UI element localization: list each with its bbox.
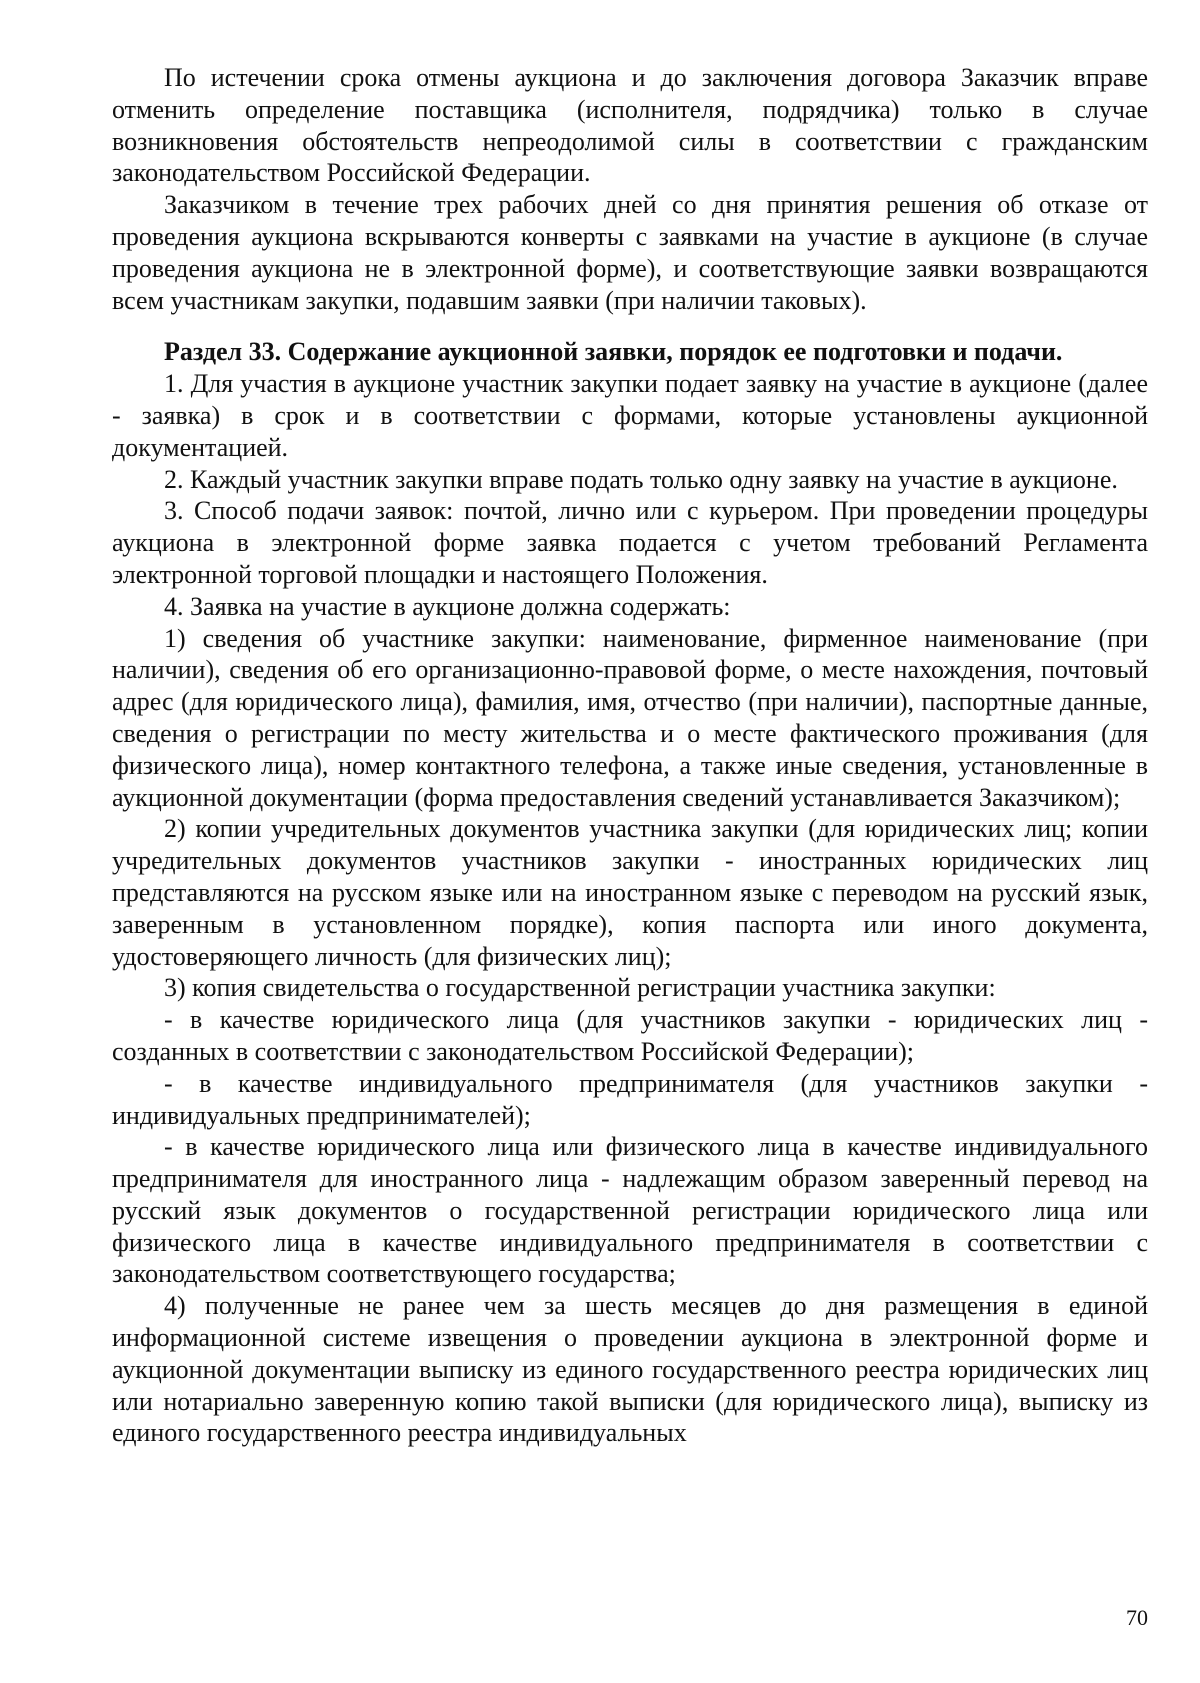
paragraph-subitem-4: 4) полученные не ранее чем за шесть месяцев до дня размещения в единой информационной системе извещения о проведении аукциона в электронной форме и аукционной документации выписку из единого государственного реестра юридических лиц или нотариально заверенную копию такой выписки (для юридического лица), выписку из единого государственного реестра индивидуальных <box>112 1291 1148 1448</box>
paragraph-cancel-after-term: По истечении срока отмены аукциона и до заключения договора Заказчик вправе отменить определение поставщика (исполнителя, подрядчика) только в случае возникновения обстоятельств непреодолимой силы в соответствии с гражданским законодательством Российской Федерации. <box>112 63 1148 188</box>
paragraph-item-4: 4. Заявка на участие в аукционе должна содержать: <box>164 591 731 621</box>
paragraph-subitem-3: 3) копия свидетельства о государственной регистрации участника закупки: <box>164 973 996 1003</box>
paragraph-subitem-2: 2) копии учредительных документов участника закупки (для юридических лиц; копии учредительных документов участников закупки - иностранных юридических лиц представляются на русском языке или на иностранном языке с переводом на русский язык, заверенным в установленном порядке), копия паспорта или иного документа, удостоверяющего личность (для физических лиц); <box>112 814 1148 971</box>
paragraph-item-3: 3. Способ подачи заявок: почтой, лично или с курьером. При проведении процедуры аукциона в электронной форме заявка подается с учетом требований Регламента электронной торговой площадки и настоящего Положения. <box>112 496 1148 589</box>
page-number: 70 <box>1126 1605 1148 1630</box>
paragraph-subitem-1: 1) сведения об участнике закупки: наименование, фирменное наименование (при наличии), сведения об его организационно-правовой форме, о месте нахождения, почтовый адрес (для юридического лица), фамилия, имя, отчество (при наличии), паспортные данные, сведения о регистрации по месту жительства и о месте фактического проживания (для физического лица), номер контактного телефона, а также иные сведения, установленные в аукционной документации (форма предоставления сведений устанавливается Заказчиком); <box>112 623 1148 812</box>
section-33-title: Раздел 33. Содержание аукционной заявки, порядок ее подготовки и подачи. <box>164 337 1063 367</box>
paragraph-bullet-legal-entity: - в качестве юридического лица (для участников закупки - юридических лиц - созданных в соответствии с законодательством Российской Федерации); <box>112 1005 1148 1066</box>
document-body <box>112 62 1148 1449</box>
paragraph-return-applications: Заказчиком в течение трех рабочих дней со дня принятия решения об отказе от проведения аукциона вскрываются конверты с заявками на участие в аукционе (в случае проведения аукциона не в электронной форме), и соответствующие заявки возвращаются всем участникам закупки, подавшим заявки (при наличии таковых). <box>112 190 1148 315</box>
paragraph-item-2: 2. Каждый участник закупки вправе подать только одну заявку на участие в аукционе. <box>164 464 1118 494</box>
paragraph-bullet-foreign-person: - в качестве юридического лица или физического лица в качестве индивидуального предпринимателя для иностранного лица - надлежащим образом заверенный перевод на русский язык документов о государственной регистрации юридического лица или физического лица в качестве индивидуального предпринимателя в соответствии с законодательством соответствующего государства; <box>112 1132 1148 1289</box>
paragraph-item-1: 1. Для участия в аукционе участник закупки подает заявку на участие в аукционе (далее - заявка) в срок и в соответствии с формами, которые установлены аукционной документацией. <box>112 369 1148 462</box>
paragraph-bullet-entrepreneur: - в качестве индивидуального предпринимателя (для участников закупки - индивидуальных предпринимателей); <box>112 1068 1148 1130</box>
